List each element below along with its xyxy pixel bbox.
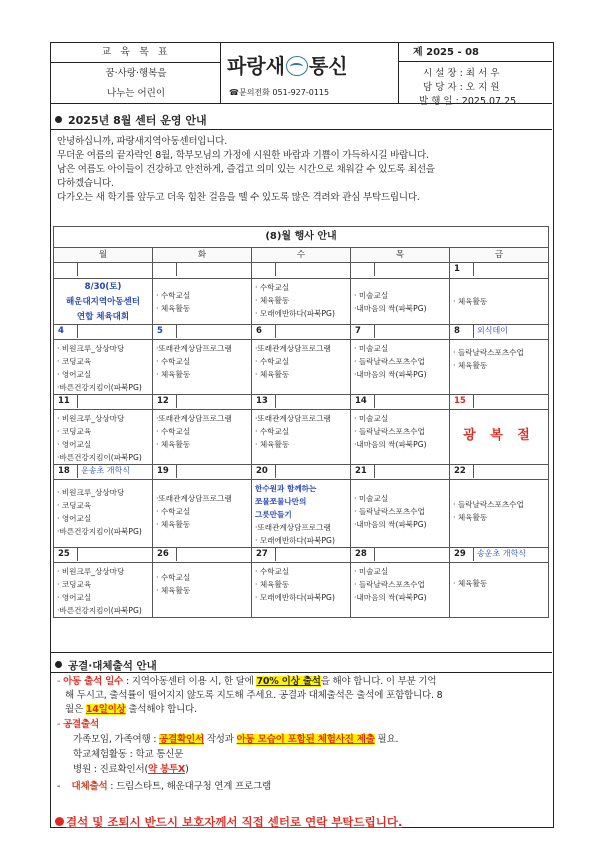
- day-events: · 수학교실 · 체육활동 · 모래에반하다(파북PG): [252, 563, 351, 618]
- day-events: · 비원크루_상상마당 · 코딩교육 · 영어교실 ·바른건강지킴이(파북PG): [54, 340, 153, 395]
- contact-notice: 결석 및 조퇴시 반드시 보호자께서 직접 센터로 연락 부탁드립니다.: [55, 814, 402, 830]
- date-cell: 8 외식데이: [450, 325, 549, 340]
- day-events: ·또래관계상담프로그램 · 수학교실 · 체육활동: [252, 410, 351, 465]
- day-events: · 미술교실 · 들락날락스포츠수업 ·내마음의 싹(파북PG): [351, 410, 450, 465]
- issue-info-box: [399, 43, 552, 107]
- substitute-attendance-line: - 대체출석 : 드림스타트, 해운대구청 연계 프로그램: [57, 781, 271, 792]
- day-events: · 수학교실 · 체육활동 · 모래에반하다(파북PG): [252, 279, 351, 325]
- greeting-line: 다가오는 새 학기를 앞두고 더욱 힘찬 걸음을 뗄 수 있도록 많은 격려와 관심 부탁드립니다.: [57, 192, 420, 203]
- divider: [51, 672, 552, 673]
- logo-box: [221, 43, 399, 104]
- section-title-operation: 2025년 8월 센터 운영 안내: [55, 112, 207, 128]
- date-cell: 13: [252, 395, 351, 410]
- date-cell: 6: [252, 325, 351, 340]
- day-events: · 미술교실 · 들락날락스포츠수업 ·내마음의 싹(파북PG): [351, 563, 450, 618]
- date-cell: 1: [450, 263, 549, 279]
- date-cell: 5: [153, 325, 252, 340]
- date-cell: [54, 263, 153, 279]
- day-header-fri: 금: [450, 248, 549, 263]
- excused-hospital-line: 병원 : 진료확인서(약 봉투X): [73, 764, 189, 775]
- motto-line-2: 나누는 어린이: [106, 88, 166, 99]
- date-cell: 29 송운초 개학식: [450, 548, 549, 563]
- attendance-rule-line: - 아동 출석 일수 : 지역아동센터 이용 시, 한 달에 70% 이상 출석을 해야 합니다. 이 부분 기억: [57, 676, 437, 687]
- excused-school-line: 학교체험활동 : 학교 통신문: [73, 749, 184, 760]
- date-cell: 4: [54, 325, 153, 340]
- motto-line-1: 꿈·사랑·행복을: [105, 68, 167, 79]
- day-events: · 체육활동: [450, 563, 549, 618]
- date-cell: 28: [351, 548, 450, 563]
- date-cell: 12: [153, 395, 252, 410]
- logo: [227, 50, 348, 79]
- day-events: · 미술교실 ·내마음의 싹(파북PG): [351, 279, 450, 325]
- excused-family-line: 가족모임, 가족여행 : 공결확인서 작성과 아동 모습이 포함된 체험사진 제출 필요.: [73, 734, 399, 745]
- day-events: · 미술교실 · 들락날락스포츠수업 ·내마음의 싹(파북PG): [351, 340, 450, 395]
- date-cell: 14: [351, 395, 450, 410]
- day-events: · 비원크루_상상마당 · 코딩교육 · 영어교실 ·바른건강지킴이(파북PG): [54, 563, 153, 618]
- calendar-title: (8)월 행사 안내: [54, 227, 549, 248]
- date-cell: 25: [54, 548, 153, 563]
- day-events: ·또래관계상담프로그램 · 수학교실 · 체육활동: [153, 340, 252, 395]
- publish-date: 발 행 일 : 2025.07.25: [419, 96, 517, 107]
- director-name: 시 설 장 : 최 서 우: [423, 68, 500, 79]
- day-header-thu: 목: [351, 248, 450, 263]
- day-events: · 수학교실 · 체육활동: [153, 563, 252, 618]
- date-cell: 27: [252, 548, 351, 563]
- greeting-line: 안녕하십니까, 파랑새지역아동센터입니다.: [57, 136, 228, 147]
- attendance-rule-line: 해 두시고, 출석률이 떨어지지 않도록 지도해 주세요. 공결과 대체출석은 출석에 포함합니다. 8: [65, 690, 443, 701]
- date-cell: 15: [450, 395, 549, 410]
- day-events: · 비원크루_상상마당 · 코딩교육 · 영어교실 ·바른건강지킴이(파북PG): [54, 410, 153, 465]
- motto-box: [51, 43, 221, 104]
- date-cell: 18 운송초 개학식: [54, 465, 153, 480]
- day-events: · 들락날락스포츠수업 · 체육활동: [450, 340, 549, 395]
- newsletter-header: [51, 43, 552, 107]
- date-cell: [351, 263, 450, 279]
- date-cell: [252, 263, 351, 279]
- manager-name: 담 당 자 : 오 지 원: [423, 82, 500, 93]
- bullet-icon: [55, 817, 64, 826]
- excused-title: - 공결출석: [57, 719, 99, 730]
- logo-text-right: 통신: [308, 54, 348, 78]
- date-cell: 21: [351, 465, 450, 480]
- greeting-line: 다하겠습니다.: [57, 178, 114, 189]
- day-events: · 체육활동: [450, 279, 549, 325]
- holiday-cell: 광 복 절: [450, 410, 549, 465]
- issue-number: 제 2025 - 08: [399, 43, 552, 62]
- day-header-mon: 월: [54, 248, 153, 263]
- day-header-wed: 수: [252, 248, 351, 263]
- newsletter-page: [50, 42, 554, 828]
- attendance-rule-line: 월은 14일이상 출석해야 합니다.: [65, 704, 197, 715]
- day-header-tue: 화: [153, 248, 252, 263]
- greeting-line: 남은 여름도 아이들이 건강하고 안전하게, 즐겁고 의미 있는 시간으로 채워갈 수 있도록 최선을: [57, 164, 435, 175]
- event-calendar: [53, 226, 549, 618]
- greeting-line: 무더운 여름의 끝자락인 8월, 학부모님의 가정에 시원한 바람과 기쁨이 가득하시길 바랍니다.: [57, 150, 429, 161]
- date-cell: 19: [153, 465, 252, 480]
- motto-title: 교 육 목 표: [51, 43, 221, 63]
- day-events: ·또래관계상담프로그램 · 수학교실 · 체육활동: [252, 340, 351, 395]
- date-cell: 11: [54, 395, 153, 410]
- bullet-icon: [55, 661, 62, 668]
- logo-text-left: 파랑새: [227, 54, 285, 78]
- date-cell: 22: [450, 465, 549, 480]
- day-events: ·또래관계상담프로그램 · 수학교실 · 체육활동: [153, 410, 252, 465]
- day-events: · 수학교실 · 체육활동: [153, 279, 252, 325]
- day-events: · 들락날락스포츠수업 · 체육활동: [450, 480, 549, 548]
- date-cell: [153, 263, 252, 279]
- day-events: 한수원과 함께하는 쪼물쪼물나만의 그릇만들기 ·또래관계상담프로그램 · 모래에반하다(파북PG): [252, 480, 351, 548]
- divider: [51, 129, 552, 130]
- day-events: 8/30(토) 해운대지역아동센터 연합 체육대회: [54, 279, 153, 325]
- day-events: ·또래관계상담프로그램 · 수학교실 · 체육활동: [153, 480, 252, 548]
- date-cell: 20: [252, 465, 351, 480]
- day-events: · 미술교실 · 들락날락스포츠수업 ·내마음의 싹(파북PG): [351, 480, 450, 548]
- date-cell: 26: [153, 548, 252, 563]
- section-title-attendance: 공결·대체출석 안내: [55, 658, 157, 673]
- day-events: · 비원크루_상상마당 · 코딩교육 · 영어교실 ·바른건강지킴이(파북PG): [54, 480, 153, 548]
- bullet-icon: [55, 116, 62, 123]
- contact-phone: ☎문의전화 051-927-0115: [229, 88, 330, 97]
- bluebird-icon: [286, 56, 308, 76]
- date-cell: 7: [351, 325, 450, 340]
